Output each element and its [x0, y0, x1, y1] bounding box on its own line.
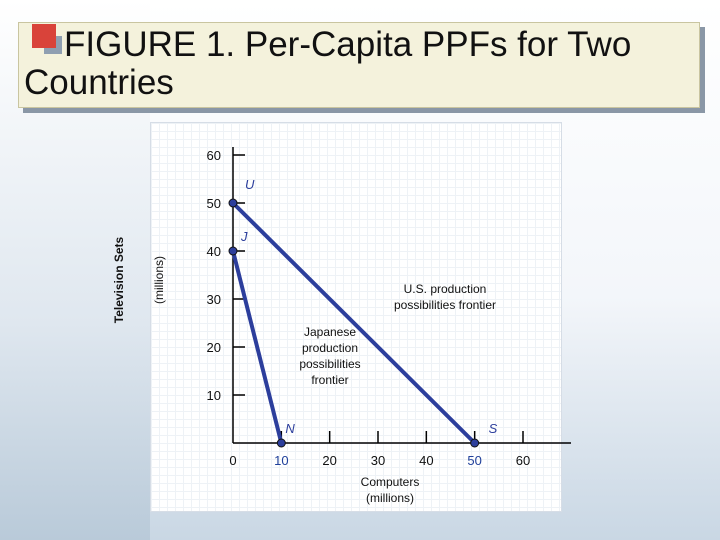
point-u — [229, 199, 237, 207]
japan-frontier-annotation-line-4: frontier — [311, 373, 349, 387]
x-tick-label-40: 40 — [419, 453, 434, 468]
x-tick-label-0: 0 — [229, 453, 237, 468]
us-frontier-annotation — [370, 281, 520, 313]
x-axis-label-line-2: (millions) — [366, 491, 414, 505]
japan-frontier-annotation-line-3: possibilities — [299, 357, 361, 371]
y-tick-label-10: 10 — [206, 388, 221, 403]
page-title — [24, 26, 694, 102]
x-tick-label-60: 60 — [515, 453, 531, 468]
y-axis-label-line-2: (millions) — [152, 256, 166, 304]
x-axis-label — [330, 474, 450, 506]
point-label-u: U — [245, 177, 255, 192]
y-axis-label-line-1: Television Sets — [112, 236, 126, 324]
japan-frontier-annotation-line-1: Japanese — [303, 325, 357, 339]
y-tick-label-50: 50 — [206, 196, 221, 211]
x-tick-label-20: 20 — [322, 453, 337, 468]
x-axis-label-line-1: Computers — [360, 475, 420, 489]
japan-frontier-annotation-line-2: production — [301, 341, 359, 355]
title-line-2: Countries — [24, 63, 174, 102]
us-frontier-annotation-line-1: U.S. production — [403, 282, 487, 296]
point-j — [229, 247, 237, 255]
title-line-1: FIGURE 1. Per-Capita PPFs for Two — [64, 25, 632, 64]
point-label-n: N — [285, 421, 295, 436]
x-tick-label-50: 50 — [467, 453, 482, 468]
x-tick-label-10: 10 — [274, 453, 289, 468]
point-s — [471, 439, 479, 447]
y-tick-label-20: 20 — [206, 340, 221, 355]
us-frontier-annotation-line-2: possibilities frontier — [393, 298, 497, 312]
x-tick-label-30: 30 — [370, 453, 386, 468]
y-tick-label-60: 60 — [206, 148, 221, 163]
point-n — [277, 439, 285, 447]
japan-frontier-annotation — [280, 324, 380, 388]
y-tick-label-40: 40 — [206, 244, 221, 259]
point-label-j: J — [241, 229, 248, 244]
series-line-0 — [233, 203, 475, 443]
y-tick-label-30: 30 — [206, 292, 221, 307]
point-label-s: S — [488, 421, 498, 436]
